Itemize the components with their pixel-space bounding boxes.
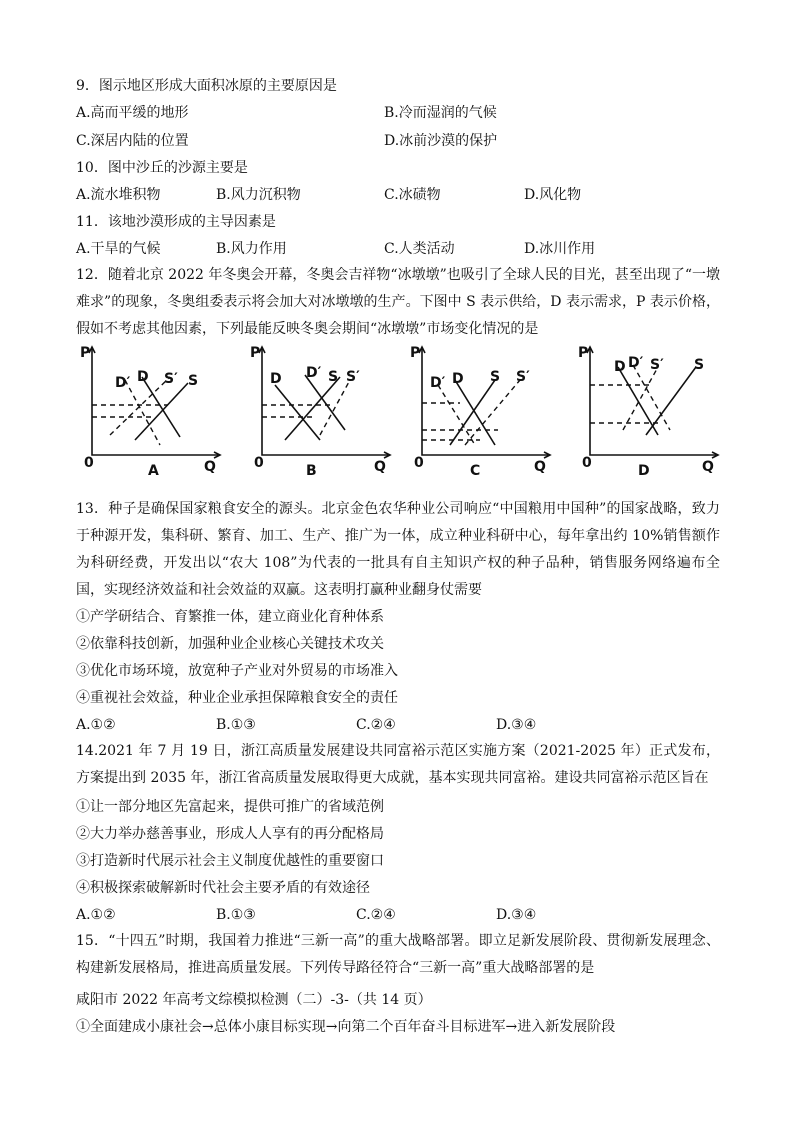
graph-a-label-p: P [80, 345, 91, 361]
q10-option-d: D.风化物 [524, 187, 582, 203]
graph-d-label-sp: S′ [650, 357, 664, 373]
graph-b-d-prime [305, 375, 345, 430]
graph-a-label-sp: S′ [164, 371, 178, 387]
graph-a-label-0: 0 [84, 455, 94, 471]
graph-a-label-d: D [137, 369, 149, 385]
graph-b [250, 345, 400, 479]
graph-b-axes [262, 347, 390, 455]
graph-b-label-d: D [270, 371, 282, 387]
graph-c-label-p: P [410, 345, 421, 361]
graph-a-label-dp: D′ [115, 375, 131, 391]
graph-c-label-q: Q [534, 459, 546, 475]
q14-item-3: ③打造新时代展示社会主义制度优越性的重要窗口 [76, 853, 384, 869]
graph-a-label-s: S [188, 373, 199, 389]
q13-item-2: ②依靠科技创新，加强种业企业核心关键技术攻关 [76, 636, 384, 652]
q11-option-a: A.干旱的气候 [76, 241, 161, 257]
graph-d-label-p: P [578, 345, 589, 361]
q14-item-1: ①让一部分地区先富起来，提供可推广的省域范例 [76, 799, 384, 815]
q13-item-1: ①产学研结合、育繁推一体，建立商业化育种体系 [76, 609, 384, 625]
graph-b-label-q: Q [374, 459, 386, 475]
q13-option-a: A.①② [76, 717, 116, 733]
graph-d [578, 345, 728, 479]
q15-stem: 15．“十四五”时期，我国着力推进“三新一高”的重大战略部署。即立足新发展阶段、贯彻新发展理念、构建新发展格局，推进高质量发展。下列传导路径符合“三新一高”重大战略部署的是 [76, 933, 720, 976]
graph-b-letter: B [306, 463, 317, 479]
q10-option-c: C.冰碛物 [384, 187, 441, 203]
graph-c-label-d: D [452, 371, 464, 387]
graph-c-label-0: 0 [414, 455, 424, 471]
graph-c-axes [422, 347, 550, 455]
q14-option-d: D.③④ [496, 907, 537, 923]
q14-option-b: B.①③ [216, 907, 256, 923]
graph-b-label-p: P [250, 345, 261, 361]
graph-a-label-q: Q [204, 459, 216, 475]
graph-c-label-s: S [490, 369, 501, 385]
graph-d-d [618, 367, 658, 435]
graph-a-s [135, 383, 188, 440]
graph-d-label-q: Q [702, 459, 714, 475]
q10-option-a: A.流水堆积物 [76, 187, 161, 203]
q13-item-3: ③优化市场环境，放宽种子产业对外贸易的市场准入 [76, 663, 398, 679]
q14-stem: 14.2021 年 7 月 19 日，浙江高质量发展建设共同富裕示范区实施方案（2021-2025 年）正式发布，方案提出到 2035 年，浙江省高质量发展取得更大成就，基本实现共同富裕。建设共同富裕示范区旨在 [76, 743, 720, 786]
graph-b-d [275, 385, 320, 440]
q13-option-d: D.③④ [496, 717, 537, 733]
q9-stem: 9．图示地区形成大面积冰原的主要原因是 [76, 78, 337, 94]
graph-c-label-sp: S′ [516, 369, 530, 385]
q15-item-1: ①全面建成小康社会→总体小康目标实现→向第二个百年奋斗目标进军→进入新发展阶段 [76, 1019, 616, 1035]
graph-b-s-prime [320, 380, 350, 435]
graph-b-label-0: 0 [254, 455, 264, 471]
q11-option-b: B.风力作用 [216, 241, 287, 257]
graph-a [80, 345, 230, 479]
q10-option-b: B.风力沉积物 [216, 187, 301, 203]
q10-stem: 10．图中沙丘的沙源主要是 [76, 160, 248, 176]
q14-option-a: A.①② [76, 907, 116, 923]
q11-option-d: D.冰川作用 [524, 241, 596, 257]
q9-option-d: D.冰前沙漠的保护 [384, 133, 498, 149]
q13-stem: 13．种子是确保国家粮食安全的源头。北京金色农华种业公司响应“中国粮用中国种”的国家战略，致力于种源开发，集科研、繁育、加工、生产、推广为一体，成立种业科研中心，每年拿出约 10%销售额作为科研经费，开发出以“农大 108”为代表的一批具有自主知识产权的种子品种，销售服务网络遍布全国，实现经济效益和社会效益的双赢。这表明打赢种业翻身仗需要 [76, 501, 720, 598]
q13-item-4: ④重视社会效益，种业企业承担保障粮食安全的责任 [76, 690, 398, 706]
q13-option-c: C.②④ [356, 717, 396, 733]
q14-item-2: ②大力举办慈善事业，形成人人享有的再分配格局 [76, 826, 384, 842]
graph-b-label-s: S [328, 369, 339, 385]
q11-option-c: C.人类活动 [384, 241, 455, 257]
graph-c-label-dp: D′ [430, 375, 446, 391]
graph-d-d-prime [633, 365, 670, 430]
graph-c [410, 345, 560, 479]
graph-d-s [646, 367, 696, 435]
graph-d-label-d: D [614, 359, 626, 375]
q9-option-c: C.深居内陆的位置 [76, 133, 189, 149]
graph-b-label-dp: D′ [306, 365, 322, 381]
q9-option-b: B.冷而湿润的气候 [384, 105, 497, 121]
q14-item-4: ④积极探索破解新时代社会主要矛盾的有效途径 [76, 880, 370, 896]
graph-c-letter: C [470, 463, 481, 479]
q11-stem: 11．该地沙漠形成的主导因素是 [76, 214, 276, 230]
graph-d-label-s: S [694, 357, 705, 373]
q14-option-c: C.②④ [356, 907, 396, 923]
q13-option-b: B.①③ [216, 717, 256, 733]
q12-stem: 12．随着北京 2022 年冬奥会开幕，冬奥会吉祥物“冰墩墩”也吸引了全球人民的目光，甚至出现了“一墩难求”的现象，冬奥组委表示将会加大对冰墩墩的生产。下图中 S 表示供给，D 表示需求，P 表示价格，假如不考虑其他因素，下列最能反映冬奥会期间“冰墩墩”市场变化情况的是 [76, 267, 720, 337]
graph-a-letter: A [148, 463, 159, 479]
graph-d-label-0: 0 [582, 455, 592, 471]
page-footer: 咸阳市 2022 年高考文综模拟检测（二）-3-（共 14 页） [76, 992, 432, 1008]
q9-option-a: A.高而平缓的地形 [76, 105, 189, 121]
graph-d-letter: D [638, 463, 650, 479]
graph-d-label-dp: D′ [628, 355, 644, 371]
graph-b-label-sp: S′ [346, 369, 360, 385]
